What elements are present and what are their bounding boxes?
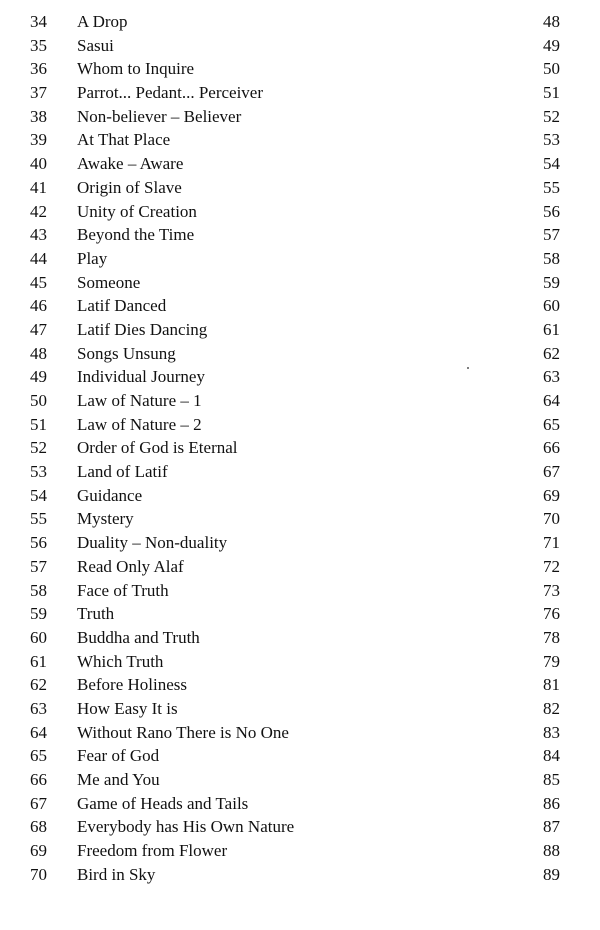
page-number: 72 — [543, 556, 560, 576]
page-number: 86 — [543, 793, 560, 813]
chapter-number: 67 — [30, 793, 47, 813]
chapter-title: Awake – Aware — [77, 154, 184, 174]
toc-entry — [0, 626, 600, 650]
toc-entry — [0, 128, 600, 152]
page-number: 70 — [543, 509, 560, 529]
page-number: 55 — [543, 177, 560, 197]
chapter-number: 45 — [30, 272, 47, 292]
chapter-title: Fear of God — [77, 746, 160, 766]
chapter-title: Latif Dies Dancing — [77, 319, 208, 339]
page-number: 66 — [543, 438, 560, 458]
table-of-contents — [0, 10, 600, 886]
page-number: 58 — [543, 248, 560, 268]
page-number: 76 — [543, 604, 560, 624]
chapter-title: Truth — [77, 604, 115, 624]
toc-entry — [0, 792, 600, 816]
print-speck — [467, 367, 469, 369]
toc-entry — [0, 531, 600, 555]
toc-entry — [0, 389, 600, 413]
chapter-number: 43 — [30, 225, 47, 245]
chapter-title: Latif Danced — [77, 296, 167, 316]
page-number: 50 — [543, 59, 560, 79]
toc-entry — [0, 744, 600, 768]
toc-entry — [0, 200, 600, 224]
toc-entry — [0, 721, 600, 745]
page-number: 56 — [543, 201, 560, 221]
chapter-title: Parrot... Pedant... Perceiver — [77, 83, 263, 103]
chapter-title: Songs Unsung — [77, 343, 176, 363]
page-number: 57 — [543, 225, 560, 245]
toc-entry — [0, 10, 600, 34]
chapter-number: 37 — [30, 83, 47, 103]
toc-entry — [0, 318, 600, 342]
toc-entry — [0, 839, 600, 863]
toc-entry — [0, 863, 600, 887]
chapter-number: 66 — [30, 770, 47, 789]
page-number: 79 — [543, 651, 560, 671]
toc-entry — [0, 555, 600, 579]
chapter-number: 59 — [30, 604, 47, 624]
chapter-title: At That Place — [77, 130, 171, 150]
toc-entry — [0, 57, 600, 81]
page-number: 88 — [543, 841, 560, 861]
chapter-number: 55 — [30, 509, 47, 529]
toc-entry — [0, 105, 600, 129]
chapter-number: 65 — [30, 746, 47, 766]
chapter-title: Land of Latif — [77, 462, 168, 482]
page-number: 81 — [543, 675, 560, 695]
toc-entry — [0, 507, 600, 531]
toc-entry — [0, 247, 600, 271]
toc-entry — [0, 602, 600, 626]
chapter-number: 35 — [30, 35, 47, 55]
toc-entry — [0, 365, 600, 389]
page-number: 73 — [543, 580, 560, 600]
chapter-number: 42 — [30, 201, 47, 221]
chapter-title: Game of Heads and Tails — [77, 793, 249, 813]
page-number: 49 — [543, 35, 560, 55]
toc-entry — [0, 460, 600, 484]
toc-entry — [0, 271, 600, 295]
chapter-title: Beyond the Time — [77, 225, 195, 245]
chapter-number: 47 — [30, 319, 47, 339]
chapter-number: 44 — [30, 248, 47, 268]
chapter-title: Law of Nature – 2 — [77, 414, 202, 434]
toc-entry — [0, 768, 600, 792]
chapter-number: 39 — [30, 130, 47, 150]
toc-entry — [0, 413, 600, 437]
toc-entry — [0, 152, 600, 176]
page-number: 69 — [543, 485, 560, 505]
chapter-title: Duality – Non-duality — [77, 533, 228, 553]
chapter-number: 40 — [30, 154, 47, 174]
chapter-title: Origin of Slave — [77, 177, 182, 197]
chapter-title: Bird in Sky — [77, 864, 156, 884]
chapter-number: 68 — [30, 817, 47, 837]
page-number: 65 — [543, 414, 560, 434]
chapter-number: 54 — [30, 485, 47, 505]
chapter-title: Mystery — [77, 509, 134, 529]
chapter-number: 38 — [30, 106, 47, 126]
page-number: 59 — [543, 272, 560, 292]
toc-entry — [0, 176, 600, 200]
chapter-number: 36 — [30, 59, 47, 79]
chapter-title: Me and You — [77, 770, 160, 789]
page-number: 63 — [543, 367, 560, 387]
page-number: 83 — [543, 722, 560, 742]
chapter-title: Individual Journey — [77, 367, 205, 387]
chapter-title: Freedom from Flower — [77, 841, 228, 861]
page-number: 82 — [543, 698, 560, 718]
chapter-number: 49 — [30, 367, 47, 387]
chapter-title: Everybody has His Own Nature — [77, 817, 295, 837]
toc-entry — [0, 81, 600, 105]
page-number: 87 — [543, 817, 560, 837]
chapter-title: A Drop — [77, 12, 128, 31]
toc-entry — [0, 342, 600, 366]
chapter-title: Which Truth — [77, 651, 164, 671]
toc-entry — [0, 34, 600, 58]
chapter-number: 70 — [30, 864, 47, 884]
chapter-number: 61 — [30, 651, 47, 671]
chapter-number: 57 — [30, 556, 47, 576]
chapter-number: 64 — [30, 722, 47, 742]
chapter-number: 51 — [30, 414, 47, 434]
chapter-title: Whom to Inquire — [77, 59, 195, 79]
toc-entry — [0, 223, 600, 247]
chapter-number: 60 — [30, 627, 47, 647]
page-number: 60 — [543, 296, 560, 316]
page-number: 84 — [543, 746, 560, 766]
page-number: 85 — [543, 770, 560, 789]
page-number: 48 — [543, 12, 560, 31]
chapter-number: 50 — [30, 391, 47, 410]
toc-entry — [0, 697, 600, 721]
chapter-title: Non-believer – Believer — [77, 106, 242, 126]
chapter-number: 62 — [30, 675, 47, 695]
page-number: 67 — [543, 462, 560, 482]
page-number: 89 — [543, 864, 560, 884]
page-number: 64 — [543, 391, 560, 410]
chapter-number: 52 — [30, 438, 47, 458]
page-number: 61 — [543, 319, 560, 339]
chapter-title: Buddha and Truth — [77, 627, 200, 647]
page-number: 51 — [543, 83, 560, 103]
chapter-title: Play — [77, 248, 108, 268]
chapter-number: 56 — [30, 533, 47, 553]
page-number: 54 — [543, 154, 560, 174]
toc-entry — [0, 484, 600, 508]
page-number: 62 — [543, 343, 560, 363]
toc-entry — [0, 673, 600, 697]
chapter-title: Guidance — [77, 485, 143, 505]
toc-entry — [0, 650, 600, 674]
chapter-number: 41 — [30, 177, 47, 197]
toc-entry — [0, 436, 600, 460]
chapter-title: Unity of Creation — [77, 201, 197, 221]
toc-entry — [0, 815, 600, 839]
page-number: 71 — [543, 533, 560, 553]
chapter-number: 53 — [30, 462, 47, 482]
chapter-title: Face of Truth — [77, 580, 169, 600]
chapter-number: 48 — [30, 343, 47, 363]
chapter-title: Before Holiness — [77, 675, 188, 695]
chapter-title: Order of God is Eternal — [77, 438, 238, 458]
toc-entry — [0, 294, 600, 318]
chapter-title: Law of Nature – 1 — [77, 391, 202, 410]
page-number: 52 — [543, 106, 560, 126]
chapter-title: Without Rano There is No One — [77, 722, 289, 742]
page-number: 53 — [543, 130, 560, 150]
chapter-title: Sasui — [77, 35, 114, 55]
page-number: 78 — [543, 627, 560, 647]
chapter-number: 46 — [30, 296, 47, 316]
chapter-title: How Easy It is — [77, 698, 178, 718]
chapter-number: 34 — [30, 12, 47, 31]
toc-entry — [0, 579, 600, 603]
chapter-number: 63 — [30, 698, 47, 718]
chapter-title: Read Only Alaf — [77, 556, 184, 576]
chapter-number: 58 — [30, 580, 47, 600]
chapter-number: 69 — [30, 841, 47, 861]
chapter-title: Someone — [77, 272, 141, 292]
